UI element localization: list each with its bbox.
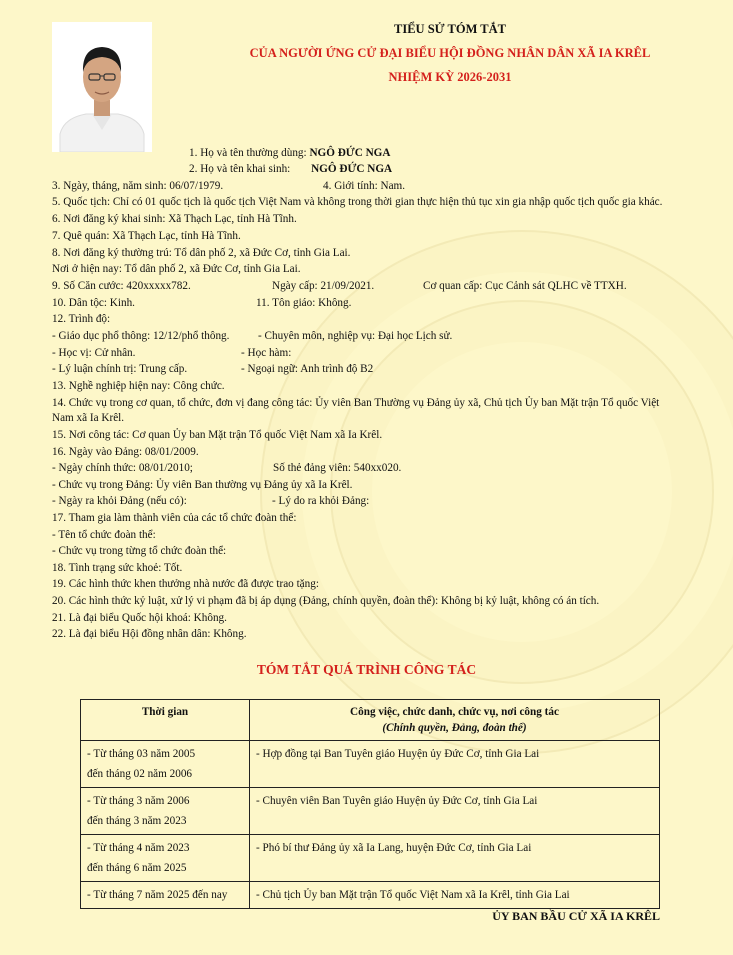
- bio-line-2: [189, 162, 392, 177]
- awards: 19. Các hình thức khen thưởng nhà nước đã được trao tặng:: [52, 578, 319, 590]
- party-join-date: 16. Ngày vào Đảng: 08/01/2009.: [52, 446, 199, 458]
- position-line-2: Nam xã Ia Krêl.: [52, 412, 125, 424]
- current-residence: Nơi ở hiện nay: Tổ dân phố 2, xã Đức Cơ, tỉnh Gia Lai.: [52, 263, 301, 275]
- doc-title: TIỂU SỬ TÓM TẮT: [394, 22, 506, 36]
- party-exit-reason: - Lý do ra khỏi Đảng:: [272, 495, 370, 507]
- time-cell: [81, 788, 250, 835]
- time-from: - Từ tháng 4 năm 2023: [87, 842, 190, 854]
- job-column-header: [250, 700, 660, 741]
- job-header-line-2: (Chính quyền, Đảng, đoàn thể): [382, 722, 527, 734]
- id-issuer: Cơ quan cấp: Cục Cảnh sát QLHC về TTXH.: [423, 280, 627, 292]
- job-cell: - Chuyên viên Ban Tuyên giáo Huyện ủy Đức Cơ, tỉnh Gia Lai: [250, 788, 660, 835]
- watermark-emblem-inner: [330, 300, 714, 684]
- position-line-1: 14. Chức vụ trong cơ quan, tổ chức, đơn vị đang công tác: Ủy viên Ban Thường vụ Đảng ủy xã, Chủ tịch Ủy ban Mặt trận Tổ quốc Việt: [52, 397, 660, 409]
- time-from: - Từ tháng 7 năm 2025 đến nay: [87, 889, 228, 901]
- job-cell: - Phó bí thư Đảng ủy xã Ia Lang, huyện Đức Cơ, tỉnh Gia Lai: [250, 835, 660, 882]
- time-to: đến tháng 3 năm 2023: [87, 815, 187, 827]
- bio-line-1: [189, 146, 390, 161]
- organizations-heading: 17. Tham gia làm thành viên của các tổ chức đoàn thể:: [52, 512, 297, 524]
- common-name-value: NGÔ ĐỨC NGA: [309, 147, 391, 159]
- doc-subtitle: CỦA NGƯỜI ỨNG CỬ ĐẠI BIỂU HỘI ĐỒNG NHÂN DÂN XÃ IA KRÊL: [249, 46, 651, 60]
- time-column-header: Thời gian: [81, 700, 250, 741]
- education-heading: 12. Trình độ:: [52, 313, 111, 325]
- party-exit-date: - Ngày ra khỏi Đảng (nếu có):: [52, 495, 187, 507]
- common-name-label: 1. Họ và tên thường dùng:: [189, 147, 310, 159]
- job-header-line-1: Công việc, chức danh, chức vụ, nơi công tác: [350, 706, 559, 718]
- organization-name: - Tên tổ chức đoàn thể:: [52, 529, 156, 541]
- job-cell: - Hợp đồng tại Ban Tuyên giáo Huyện ủy Đức Cơ, tỉnh Gia Lai: [250, 741, 660, 788]
- work-history-table: [80, 699, 660, 909]
- time-to: đến tháng 02 năm 2006: [87, 768, 193, 780]
- degree: - Học vị: Cử nhân.: [52, 347, 136, 359]
- gender: 4. Giới tính: Nam.: [323, 180, 406, 192]
- general-education: - Giáo dục phổ thông: 12/12/phổ thông.: [52, 330, 230, 342]
- organization-position: - Chức vụ trong từng tổ chức đoàn thể:: [52, 545, 227, 557]
- birth-name-value: NGÔ ĐỨC NGA: [311, 163, 393, 175]
- doc-term: NHIỆM KỲ 2026-2031: [388, 70, 512, 84]
- religion: 11. Tôn giáo: Không.: [256, 297, 352, 309]
- time-cell: [81, 882, 250, 909]
- specialization: - Chuyên môn, nghiệp vụ: Đại học Lịch sử.: [258, 330, 453, 342]
- nationality: 5. Quốc tịch: Chỉ có 01 quốc tịch là quốc tịch Việt Nam và không trong thời gian thực hiện thủ tục xin gia nhập quốc tịch quốc gia khác.: [52, 196, 663, 208]
- council-delegate: 22. Là đại biểu Hội đồng nhân dân: Không.: [52, 628, 247, 640]
- table-row: [81, 835, 660, 882]
- hometown: 7. Quê quán: Xã Thạch Lạc, tỉnh Hà Tĩnh.: [52, 230, 241, 242]
- party-card-number: Số thẻ đảng viên: 540xx020.: [273, 462, 402, 474]
- issuing-committee: ỦY BAN BẦU CỬ XÃ IA KRÊL: [492, 909, 660, 923]
- table-row: [81, 741, 660, 788]
- birth-name-label: 2. Họ và tên khai sinh:: [189, 163, 294, 175]
- ethnicity: 10. Dân tộc: Kinh.: [52, 297, 135, 309]
- table-row: [81, 788, 660, 835]
- occupation: 13. Nghề nghiệp hiện nay: Công chức.: [52, 380, 225, 392]
- id-number: 9. Số Căn cước: 420xxxxx782.: [52, 280, 191, 292]
- dob: 3. Ngày, tháng, năm sinh: 06/07/1979.: [52, 180, 224, 192]
- discipline: 20. Các hình thức kỷ luật, xử lý vi phạm đã bị áp dụng (Đảng, chính quyền, đoàn thể): Không bị kỷ luật, không có án tích.: [52, 595, 600, 607]
- workplace: 15. Nơi công tác: Cơ quan Ủy ban Mặt trận Tổ quốc Việt Nam xã Ia Krêl.: [52, 429, 383, 441]
- id-issue-date: Ngày cấp: 21/09/2021.: [272, 280, 375, 292]
- portrait-photo: [52, 22, 152, 152]
- health-status: 18. Tình trạng sức khoẻ: Tốt.: [52, 562, 183, 574]
- job-cell: - Chủ tịch Ủy ban Mặt trận Tổ quốc Việt Nam xã Ia Krêl, tỉnh Gia Lai: [250, 882, 660, 909]
- academic-title: - Học hàm:: [241, 347, 292, 359]
- permanent-residence: 8. Nơi đăng ký thường trú: Tổ dân phố 2, xã Đức Cơ, tỉnh Gia Lai.: [52, 247, 351, 259]
- time-cell: [81, 835, 250, 882]
- party-position: - Chức vụ trong Đảng: Ủy viên Ban thường vụ Đảng ủy xã Ia Krêl.: [52, 479, 353, 491]
- foreign-language: - Ngoại ngữ: Anh trình độ B2: [241, 363, 374, 375]
- table-row: [81, 882, 660, 909]
- time-to: đến tháng 6 năm 2025: [87, 862, 187, 874]
- birth-registration: 6. Nơi đăng ký khai sinh: Xã Thạch Lạc, tỉnh Hà Tĩnh.: [52, 213, 297, 225]
- political-theory: - Lý luận chính trị: Trung cấp.: [52, 363, 188, 375]
- party-official-date: - Ngày chính thức: 08/01/2010;: [52, 462, 193, 474]
- time-from: - Từ tháng 03 năm 2005: [87, 748, 196, 760]
- work-history-title: TÓM TẮT QUÁ TRÌNH CÔNG TÁC: [256, 662, 477, 677]
- national-assembly-delegate: 21. Là đại biểu Quốc hội khoá: Không.: [52, 612, 227, 624]
- time-cell: [81, 741, 250, 788]
- table-header-row: [81, 700, 660, 741]
- time-from: - Từ tháng 3 năm 2006: [87, 795, 190, 807]
